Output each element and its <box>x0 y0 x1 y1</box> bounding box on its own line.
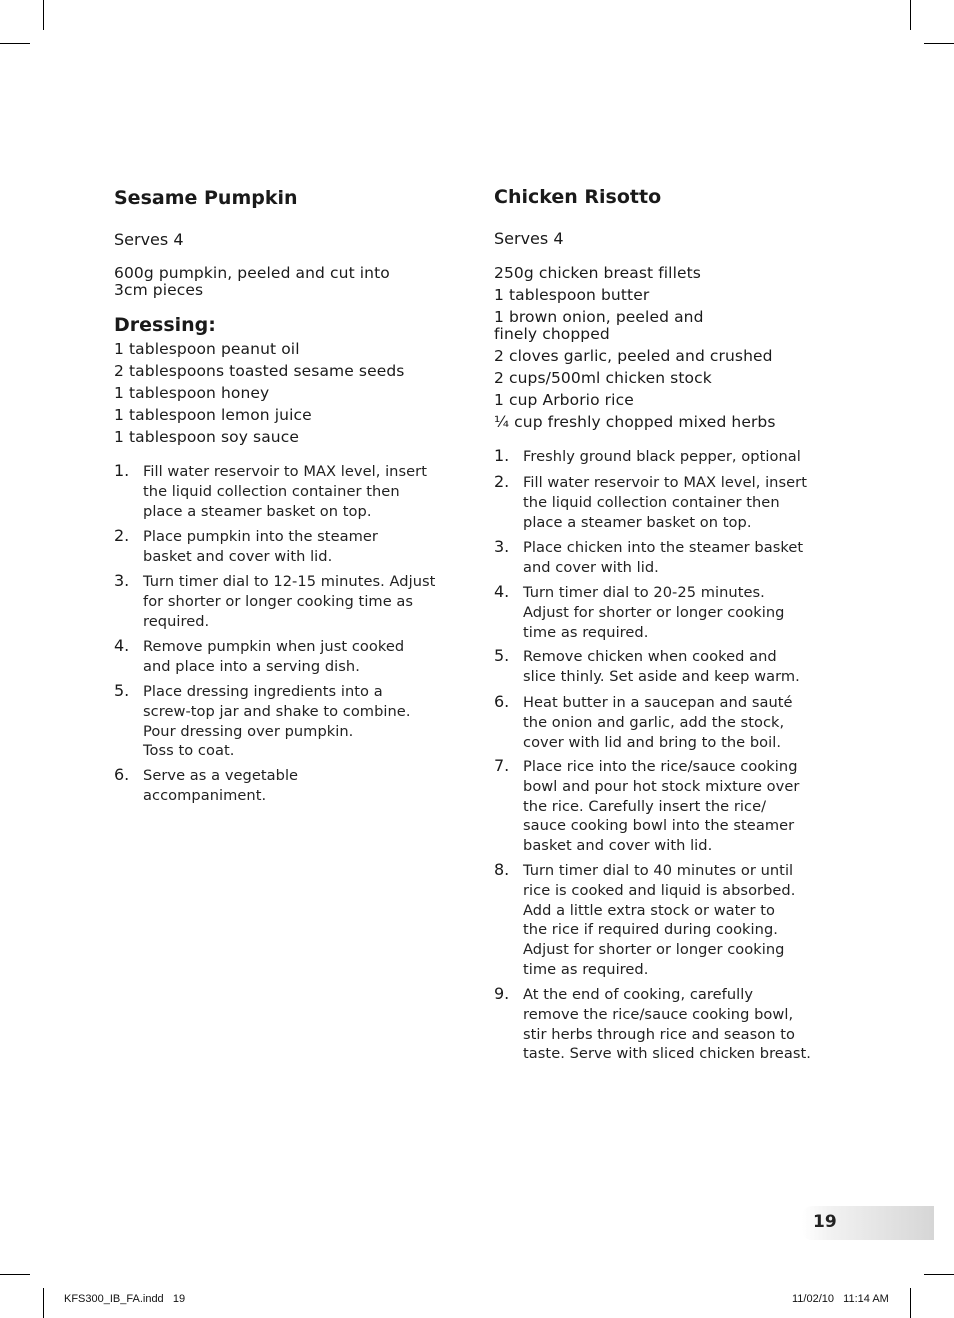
step-text: Fill water reservoir to MAX level, insert the liquid collection container then place a steamer basket on top. <box>143 463 427 520</box>
ingredient-item: 250g chicken breast fillets <box>494 264 701 282</box>
ingredient-item: 2 cups/500ml chicken stock <box>494 369 712 387</box>
serves-label: Serves 4 <box>494 229 564 248</box>
step-number: 1. <box>494 446 510 465</box>
step-number: 6. <box>494 692 510 711</box>
recipe-title: Sesame Pumpkin <box>114 187 298 209</box>
dressing-heading: Dressing: <box>114 314 216 336</box>
crop-mark-bottom-right-h <box>924 1274 954 1275</box>
step-text: Remove chicken when cooked and slice thinly. Set aside and keep warm. <box>523 648 800 685</box>
step-text: Place rice into the rice/sauce cooking bowl and pour hot stock mixture over the rice. Carefully insert the rice/ sauce cooking bowl into the steamer basket and cover with lid. <box>523 758 800 855</box>
step-text: Place pumpkin into the steamer basket and cover with lid. <box>143 528 378 565</box>
dressing-item: 2 tablespoons toasted sesame seeds <box>114 362 405 380</box>
step-text: Place chicken into the steamer basket and cover with lid. <box>523 539 804 576</box>
crop-mark-bottom-left-v <box>43 1288 44 1318</box>
crop-mark-top-right-v <box>910 0 911 30</box>
step-text: Remove pumpkin when just cooked and place into a serving dish. <box>143 638 405 675</box>
ingredient-item: 600g pumpkin, peeled and cut into 3cm pieces <box>114 264 390 299</box>
step-number: 4. <box>494 582 510 601</box>
crop-mark-top-right-h <box>924 43 954 44</box>
ingredient-item: 1 cup Arborio rice <box>494 391 634 409</box>
step-text: Turn timer dial to 40 minutes or until rice is cooked and liquid is absorbed. Add a little extra stock or water to the rice if required during cooking. Adjust for shorter or longer cooking time as required. <box>523 862 796 978</box>
dressing-item: 1 tablespoon soy sauce <box>114 428 299 446</box>
step-number: 8. <box>494 860 510 879</box>
dressing-item: 1 tablespoon lemon juice <box>114 406 312 424</box>
step-number: 7. <box>494 756 510 775</box>
step-text: At the end of cooking, carefully remove the rice/sauce cooking bowl, stir herbs through rice and season to taste. Serve with sliced chicken breast. <box>523 986 811 1063</box>
step-number: 2. <box>494 472 510 491</box>
crop-mark-bottom-right-v <box>910 1288 911 1318</box>
step-number: 6. <box>114 765 130 784</box>
ingredient-item: ¼ cup freshly chopped mixed herbs <box>494 413 776 431</box>
crop-mark-top-left-v <box>43 0 44 30</box>
page-number: 19 <box>813 1212 837 1232</box>
step-number: 9. <box>494 984 510 1003</box>
step-text: Heat butter in a saucepan and sauté the onion and garlic, add the stock, cover with lid and bring to the boil. <box>523 694 793 751</box>
ingredient-item: 1 brown onion, peeled and finely chopped <box>494 308 704 343</box>
step-number: 5. <box>494 646 510 665</box>
step-text: Place dressing ingredients into a screw-top jar and shake to combine. Pour dressing over pumpkin. Toss to coat. <box>143 683 411 760</box>
serves-label: Serves 4 <box>114 230 184 249</box>
dressing-item: 1 tablespoon honey <box>114 384 270 402</box>
step-text: Fill water reservoir to MAX level, insert the liquid collection container then place a steamer basket on top. <box>523 474 807 531</box>
step-text: Turn timer dial to 12-15 minutes. Adjust for shorter or longer cooking time as required. <box>143 573 436 630</box>
step-number: 1. <box>114 461 130 480</box>
step-number: 2. <box>114 526 130 545</box>
slug-date: 11/02/10 11:14 AM <box>792 1293 889 1305</box>
recipe-title: Chicken Risotto <box>494 186 662 208</box>
crop-mark-bottom-left-h <box>0 1274 30 1275</box>
step-number: 3. <box>494 537 510 556</box>
step-number: 5. <box>114 681 130 700</box>
slug-file: KFS300_IB_FA.indd 19 <box>64 1293 186 1305</box>
ingredient-item: 2 cloves garlic, peeled and crushed <box>494 347 773 365</box>
step-number: 3. <box>114 571 130 590</box>
crop-mark-top-left-h <box>0 43 30 44</box>
step-text: Serve as a vegetable accompaniment. <box>143 767 299 804</box>
dressing-item: 1 tablespoon peanut oil <box>114 340 300 358</box>
step-text: Turn timer dial to 20-25 minutes. Adjust for shorter or longer cooking time as required. <box>523 584 785 641</box>
step-text: Freshly ground black pepper, optional <box>523 448 801 465</box>
page-number-tab <box>802 1206 934 1240</box>
step-number: 4. <box>114 636 130 655</box>
ingredient-item: 1 tablespoon butter <box>494 286 650 304</box>
